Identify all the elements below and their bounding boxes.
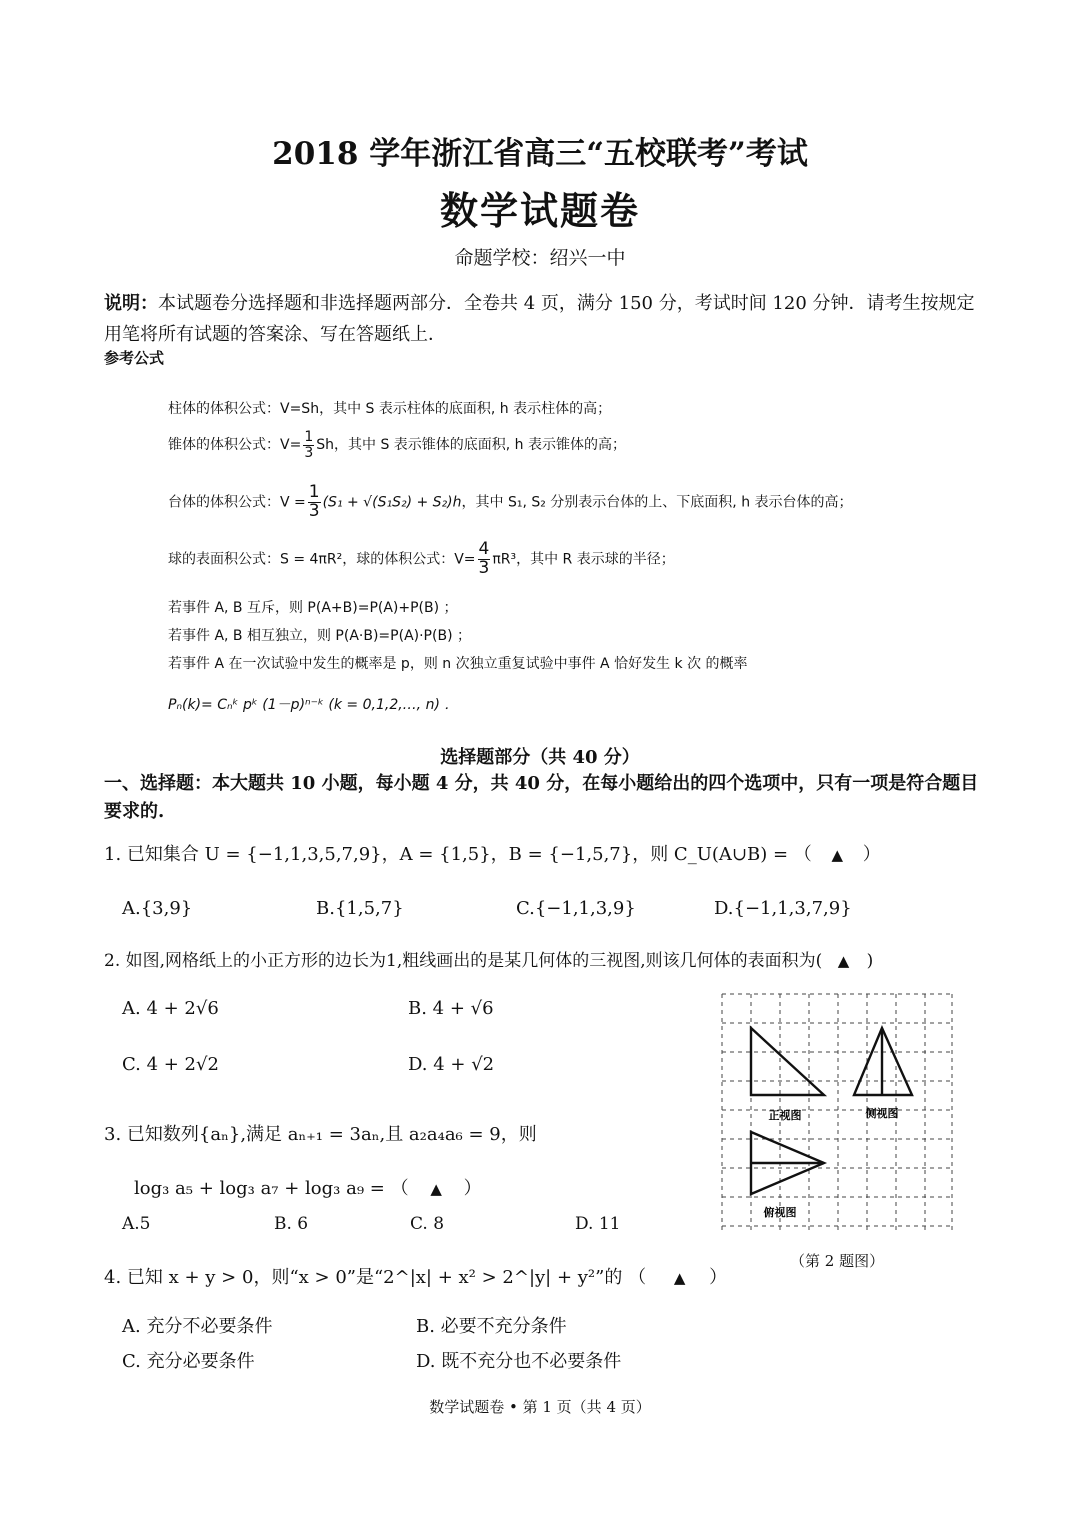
- instructions-label: 说明：: [104, 293, 158, 314]
- formula-frustum: [168, 484, 853, 521]
- q3-option-d: D. 11: [575, 1214, 621, 1234]
- q3-close: ）: [463, 1178, 482, 1199]
- front-view-triangle: [751, 1028, 824, 1095]
- exam-title: 2018 学年浙江省高三“五校联考”考试: [272, 136, 808, 172]
- q3-expr: log₃ a₅ + log₃ a₇ + log₃ a₉ = （: [134, 1178, 409, 1199]
- answer-mark: ▲: [831, 846, 844, 864]
- q1-option-a: A.{3,9}: [122, 898, 193, 919]
- q1-close: ）: [862, 844, 881, 865]
- q2-option-d: D. 4 + √2: [408, 1054, 495, 1075]
- question-4: [104, 1263, 727, 1289]
- fraction-one-third-b: $\frac{1}{3}$: [308, 482, 320, 521]
- formula-sphere: [168, 541, 675, 578]
- page-footer: 数学试题卷 • 第 1 页（共 4 页）: [429, 1398, 651, 1416]
- figure-caption: （第 2 题图）: [790, 1252, 885, 1270]
- q1-option-d: D.{−1,1,3,7,9}: [714, 898, 852, 919]
- q3-option-c: C. 8: [410, 1214, 445, 1234]
- formula-independent: 若事件 A, B 相互独立，则 P(A·B)=P(A)·P(B) ；: [168, 628, 471, 644]
- formula-frustum-suffix: ，其中 S₁, S₂ 分别表示台体的上、下底面积, h 表示台体的高；: [461, 494, 853, 511]
- formula-cone-prefix: 锥体的体积公式：V=: [168, 437, 302, 454]
- q4-stem: 4. 已知 x + y > 0，则“x > 0”是“2^|x| + x² > 2^|y| + y²”的 （: [104, 1267, 647, 1288]
- reference-heading: 参考公式: [104, 349, 165, 367]
- question-1: [104, 840, 881, 866]
- question-3-expression: [134, 1174, 482, 1200]
- q2-option-c: C. 4 + 2√2: [122, 1054, 219, 1075]
- question-3: 3. 已知数列{aₙ},满足 aₙ₊₁ = 3aₙ,且 a₂a₄a₆ = 9，则: [104, 1124, 537, 1145]
- fraction-one-third: $\frac{1}{3}$: [304, 429, 314, 461]
- q4-option-d: D. 既不充分也不必要条件: [416, 1351, 622, 1372]
- q1-option-b: B.{1,5,7}: [316, 898, 404, 919]
- q1-stem: 1. 已知集合 U = {−1,1,3,5,7,9}，A = {1,5}，B = {−1,5,7}，则 C_U(A∪B) = （: [104, 844, 812, 865]
- grid-lines: [722, 994, 952, 1230]
- formula-prism: 柱体的体积公式：V=Sh，其中 S 表示柱体的底面积, h 表示柱体的高；: [168, 401, 612, 417]
- formula-frustum-body: (S₁ + √(S₁S₂) + S₂)h: [322, 494, 462, 511]
- q2-close: ): [866, 951, 874, 971]
- fraction-four-thirds: $\frac{4}{3}$: [478, 539, 490, 578]
- q2-option-b: B. 4 + √6: [408, 998, 494, 1019]
- formula-frustum-prefix: 台体的体积公式：V =: [168, 494, 306, 511]
- answer-mark: ▲: [673, 1269, 686, 1287]
- q1-option-c: C.{−1,1,3,9}: [516, 898, 636, 919]
- q3-option-a: A.5: [122, 1214, 151, 1234]
- three-view-figure: [716, 990, 956, 1235]
- instructions: [104, 288, 984, 350]
- part-instructions: 一、选择题：本大题共 10 小题，每小题 4 分，共 40 分，在每小题给出的四个选项中，只有一项是符合题目要求的.: [104, 773, 979, 822]
- question-2: [104, 946, 873, 971]
- answer-mark: ▲: [430, 1180, 442, 1198]
- formula-sphere-suffix: πR³，其中 R 表示球的半径；: [492, 551, 675, 568]
- formula-binomial: Pₙ(k)= Cₙᵏ pᵏ (1－p)ⁿ⁻ᵏ (k = 0,1,2,…, n) ．: [168, 697, 459, 713]
- instructions-text: 本试题卷分选择题和非选择题两部分．全卷共 4 页，满分 150 分，考试时间 120 分钟．请考生按规定用笔将所有试题的答案涂、写在答题纸上．: [104, 293, 975, 345]
- paper-title: 数学试题卷: [439, 188, 640, 233]
- section-title: 选择题部分（共 40 分）: [440, 747, 640, 768]
- q2-option-a: A. 4 + 2√6: [122, 998, 219, 1019]
- formula-exclusive: 若事件 A, B 互斥，则 P(A+B)=P(A)+P(B) ；: [168, 600, 458, 616]
- q4-option-a: A. 充分不必要条件: [122, 1316, 273, 1337]
- top-view-label: 俯视图: [763, 1206, 797, 1219]
- formula-cone-suffix: Sh，其中 S 表示锥体的底面积, h 表示锥体的高；: [316, 437, 627, 454]
- formula-sphere-prefix: 球的表面积公式：S = 4πR²，球的体积公式：V=: [168, 551, 476, 568]
- side-view-label: 侧视图: [865, 1107, 899, 1120]
- answer-mark: ▲: [837, 952, 850, 970]
- q4-option-b: B. 必要不充分条件: [416, 1316, 567, 1337]
- formula-binomial-text: 若事件 A 在一次试验中发生的概率是 p，则 n 次独立重复试验中事件 A 恰好发生 k 次 的概率: [168, 656, 748, 672]
- formula-cone: [168, 430, 626, 460]
- q3-option-b: B. 6: [274, 1214, 309, 1234]
- q4-close: ）: [709, 1267, 728, 1288]
- front-view-label: 正视图: [768, 1109, 802, 1122]
- q4-option-c: C. 充分必要条件: [122, 1351, 255, 1372]
- q2-stem: 2. 如图,网格纸上的小正方形的边长为1,粗线画出的是某几何体的三视图,则该几何体的表面积为(: [104, 951, 823, 971]
- school-line: 命题学校：绍兴一中: [454, 247, 626, 269]
